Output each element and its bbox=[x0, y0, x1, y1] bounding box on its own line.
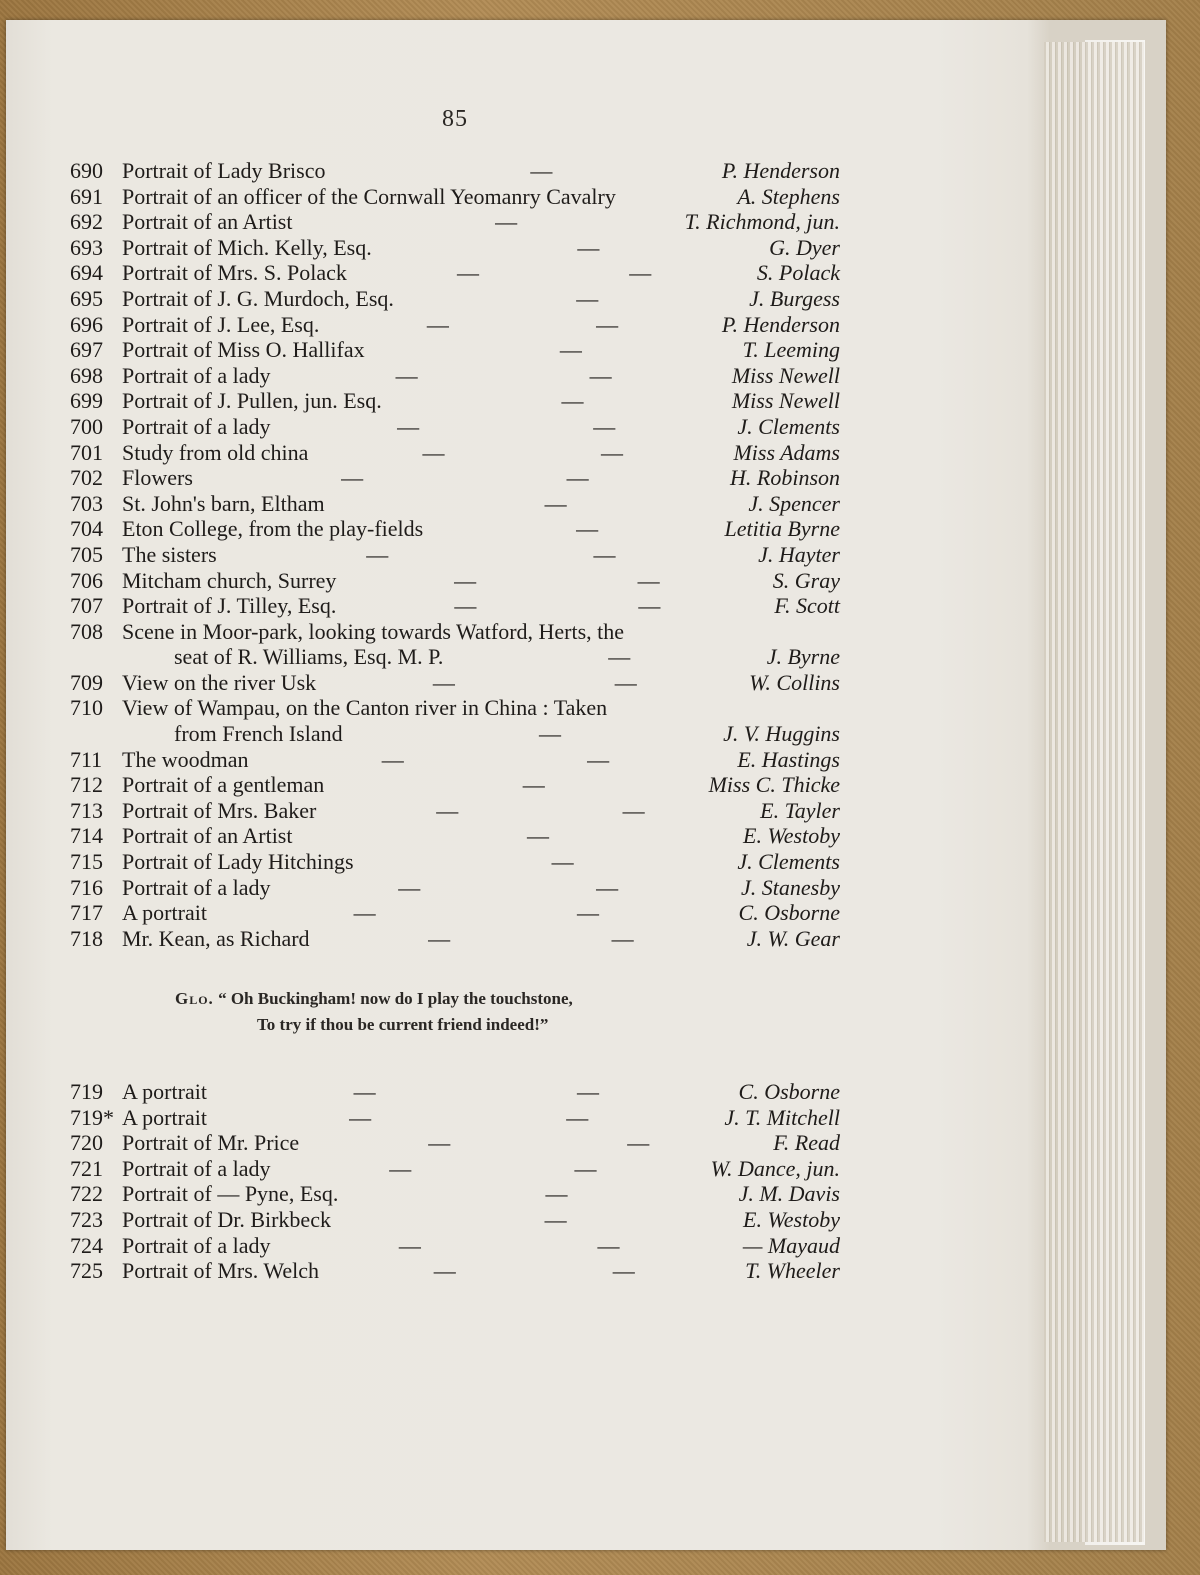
dash-separator: — bbox=[457, 260, 479, 286]
dash-separator: — bbox=[589, 362, 612, 388]
catalog-entry bbox=[70, 414, 840, 440]
catalog-entry bbox=[70, 1258, 840, 1284]
entry-artist: Letitia Byrne bbox=[724, 516, 840, 542]
entry-artist: P. Henderson bbox=[721, 311, 840, 337]
dash-separator: — bbox=[398, 874, 421, 900]
dash-separator: — bbox=[426, 311, 449, 337]
catalog-entry bbox=[70, 695, 840, 721]
entry-number: 696 bbox=[70, 311, 103, 337]
dash-separator: — bbox=[637, 567, 660, 593]
entry-title: Eton College, from the play-fields bbox=[122, 516, 424, 542]
entry-title: Portrait of an Artist bbox=[122, 209, 293, 235]
entry-title: Portrait of an Artist bbox=[122, 823, 293, 849]
entry-title: Portrait of a lady bbox=[122, 413, 271, 439]
dash-separator: — bbox=[381, 746, 404, 772]
catalog-entry bbox=[70, 1156, 840, 1182]
entry-title: Portrait of Mrs. Welch bbox=[122, 1258, 320, 1284]
dash-separator: — bbox=[544, 490, 567, 516]
catalog-entry bbox=[70, 875, 840, 901]
entry-artist: S. Polack bbox=[756, 260, 840, 286]
entry-number: 713 bbox=[70, 797, 103, 823]
dash-separator: — bbox=[353, 1079, 376, 1104]
entry-artist: H. Robinson bbox=[730, 465, 840, 491]
catalog-entry bbox=[70, 363, 840, 389]
catalog-entry bbox=[70, 772, 840, 798]
entry-title: Portrait of Lady Hitchings bbox=[122, 849, 354, 875]
entry-title: Portrait of a lady bbox=[122, 1155, 271, 1181]
quote-line-2: To try if thou be current friend indeed!” bbox=[257, 1015, 549, 1034]
catalog-entry bbox=[70, 747, 840, 773]
catalog-entry bbox=[70, 516, 840, 542]
entry-artist: A. Stephens bbox=[737, 183, 840, 209]
entry-title: seat of R. Williams, Esq. M. P. bbox=[174, 644, 444, 670]
entry-title: Portrait of J. Pullen, jun. Esq. bbox=[122, 388, 382, 414]
entry-artist: Miss Adams bbox=[733, 439, 840, 465]
entry-number: 698 bbox=[70, 362, 103, 388]
entry-artist: T. Wheeler bbox=[745, 1258, 840, 1284]
dash-separator: — bbox=[539, 721, 561, 747]
dash-separator: — bbox=[608, 644, 631, 670]
dash-separator: — bbox=[349, 1104, 372, 1130]
entry-number: 723 bbox=[70, 1206, 103, 1232]
quote-speaker: Glo. bbox=[175, 989, 214, 1008]
catalog-entry bbox=[70, 619, 840, 645]
dash-separator: — bbox=[601, 439, 623, 465]
entry-number: 721 bbox=[70, 1155, 103, 1181]
entry-title: Portrait of J. Lee, Esq. bbox=[122, 311, 320, 337]
dash-separator: — bbox=[576, 516, 599, 542]
entry-number: 719* bbox=[70, 1104, 114, 1130]
entry-title: Portrait of Mrs. Baker bbox=[122, 797, 317, 823]
dash-separator: — bbox=[551, 849, 574, 875]
dash-separator: — bbox=[433, 1258, 456, 1284]
entry-number: 703 bbox=[70, 490, 103, 516]
catalog-entry bbox=[70, 260, 840, 286]
entry-artist: W. Dance, jun. bbox=[710, 1155, 840, 1181]
entry-artist: J. T. Mitchell bbox=[724, 1104, 840, 1130]
dash-separator: — bbox=[530, 158, 553, 183]
entry-number: 715 bbox=[70, 849, 103, 875]
entry-artist: J. Byrne bbox=[766, 644, 840, 670]
entry-title: Mr. Kean, as Richard bbox=[122, 925, 310, 951]
dash-separator: — bbox=[422, 439, 445, 465]
catalog-entry bbox=[70, 388, 840, 414]
entry-number: 712 bbox=[70, 772, 103, 798]
dash-separator: — bbox=[353, 900, 376, 926]
catalog-entry bbox=[70, 644, 840, 670]
entry-title: Mitcham church, Surrey bbox=[122, 567, 337, 593]
catalog-entry bbox=[70, 1130, 840, 1156]
entry-title: Portrait of J. Tilley, Esq. bbox=[122, 593, 337, 619]
entry-artist: Miss Newell bbox=[731, 388, 840, 414]
dash-separator: — bbox=[612, 1258, 635, 1284]
entry-number: 710 bbox=[70, 695, 103, 721]
entry-title: The woodman bbox=[122, 746, 249, 772]
entry-title: Portrait of a lady bbox=[122, 874, 271, 900]
dash-separator: — bbox=[587, 746, 610, 772]
entry-artist: E. Westoby bbox=[743, 1206, 840, 1232]
dash-separator: — bbox=[398, 1232, 421, 1258]
entry-number: 714 bbox=[70, 823, 103, 849]
entry-artist: J. Clements bbox=[737, 413, 840, 439]
entry-title: View on the river Usk bbox=[122, 669, 317, 695]
catalog-entry bbox=[70, 1079, 840, 1105]
dash-separator: — bbox=[627, 1130, 650, 1156]
entry-artist: F. Scott bbox=[774, 593, 840, 619]
entry-artist: J. Burgess bbox=[749, 285, 840, 311]
entry-number: 708 bbox=[70, 618, 103, 644]
entry-number: 702 bbox=[70, 465, 103, 491]
entry-artist: T. Leeming bbox=[742, 337, 840, 363]
dash-separator: — bbox=[428, 925, 451, 951]
entry-title: Scene in Moor-park, looking towards Watford, Herts, the bbox=[122, 618, 625, 644]
catalog-entry bbox=[70, 670, 840, 696]
dash-separator: — bbox=[495, 209, 518, 235]
entry-artist: J. M. Davis bbox=[738, 1181, 840, 1207]
catalog-entry bbox=[70, 1207, 840, 1233]
entry-number: 724 bbox=[70, 1232, 103, 1258]
entry-artist: T. Richmond, jun. bbox=[684, 209, 840, 235]
entry-artist: S. Gray bbox=[772, 567, 840, 593]
entry-number: 716 bbox=[70, 874, 103, 900]
entry-number: 701 bbox=[70, 439, 103, 465]
dash-separator: — bbox=[614, 669, 637, 695]
entry-title: A portrait bbox=[122, 1079, 207, 1104]
catalog-entry bbox=[70, 568, 840, 594]
dash-separator: — bbox=[577, 234, 600, 260]
dash-separator: — bbox=[577, 1079, 600, 1104]
dash-separator: — bbox=[629, 260, 652, 286]
entry-number: 709 bbox=[70, 669, 103, 695]
entry-artist: J. Clements bbox=[737, 849, 840, 875]
entry-title: A portrait bbox=[122, 1104, 207, 1130]
catalog-entry bbox=[70, 798, 840, 824]
entry-number: 717 bbox=[70, 900, 103, 926]
dash-separator: — bbox=[397, 413, 420, 439]
catalog-entry bbox=[70, 158, 840, 184]
dash-separator: — bbox=[622, 797, 645, 823]
dash-separator: — bbox=[596, 874, 619, 900]
catalog-entry bbox=[70, 491, 840, 517]
dash-separator: — bbox=[428, 1130, 451, 1156]
page-number: 85 bbox=[442, 106, 468, 132]
entry-number: 706 bbox=[70, 567, 103, 593]
quotation bbox=[175, 986, 655, 1038]
dash-separator: — bbox=[454, 567, 477, 593]
entry-number: 695 bbox=[70, 285, 103, 311]
dash-separator: — bbox=[559, 337, 582, 363]
entry-title: St. John's barn, Eltham bbox=[122, 490, 325, 516]
entry-artist: E. Westoby bbox=[743, 823, 840, 849]
entry-artist: J. W. Gear bbox=[746, 925, 840, 951]
entry-number: 693 bbox=[70, 234, 103, 260]
dash-separator: — bbox=[389, 1155, 412, 1181]
entry-title: Portrait of J. G. Murdoch, Esq. bbox=[122, 285, 394, 311]
catalog-entry bbox=[70, 1105, 840, 1131]
entry-number: 722 bbox=[70, 1181, 103, 1207]
dash-separator: — bbox=[596, 311, 619, 337]
entry-title: Portrait of Dr. Birkbeck bbox=[122, 1206, 331, 1232]
dash-separator: — bbox=[566, 465, 589, 491]
entry-number: 694 bbox=[70, 260, 103, 286]
entry-number: 704 bbox=[70, 516, 103, 542]
catalog-entry bbox=[70, 593, 840, 619]
entry-artist: J. Spencer bbox=[748, 490, 840, 516]
entry-title: Study from old china bbox=[122, 439, 309, 465]
entry-title: A portrait bbox=[122, 900, 207, 926]
entry-title: Portrait of a lady bbox=[122, 1232, 271, 1258]
dash-separator: — bbox=[545, 1181, 568, 1207]
dash-separator: — bbox=[638, 593, 661, 619]
entry-title: Portrait of Lady Brisco bbox=[122, 158, 326, 183]
entry-artist: — Mayaud bbox=[742, 1232, 840, 1258]
catalog-entry bbox=[70, 286, 840, 312]
entry-artist: E. Tayler bbox=[760, 797, 840, 823]
catalog-entry bbox=[70, 440, 840, 466]
dash-separator: — bbox=[454, 593, 477, 619]
dash-separator: — bbox=[432, 669, 455, 695]
entry-number: 690 bbox=[70, 158, 103, 183]
dash-separator: — bbox=[395, 362, 418, 388]
catalog-entry bbox=[70, 721, 840, 747]
entry-number: 707 bbox=[70, 593, 103, 619]
dash-separator: — bbox=[576, 285, 599, 311]
catalog-entry bbox=[70, 849, 840, 875]
dash-separator: — bbox=[593, 541, 616, 567]
entry-artist: Miss Newell bbox=[731, 362, 840, 388]
entry-artist: F. Read bbox=[773, 1130, 840, 1156]
dash-separator: — bbox=[574, 1155, 597, 1181]
catalog-entry bbox=[70, 235, 840, 261]
entry-number: 691 bbox=[70, 183, 103, 209]
dash-separator: — bbox=[561, 388, 584, 414]
entry-artist: J. V. Huggins bbox=[723, 721, 840, 747]
entry-artist: G. Dyer bbox=[769, 234, 840, 260]
entry-title: Portrait of Miss O. Hallifax bbox=[122, 337, 365, 363]
entry-number: 719 bbox=[70, 1079, 103, 1104]
entry-number: 718 bbox=[70, 925, 103, 951]
catalog-entry bbox=[70, 1181, 840, 1207]
entry-title: Portrait of Mich. Kelly, Esq. bbox=[122, 234, 372, 260]
entry-number: 692 bbox=[70, 209, 103, 235]
catalog-entry bbox=[70, 184, 840, 210]
entry-number: 720 bbox=[70, 1130, 103, 1156]
entry-number: 705 bbox=[70, 541, 103, 567]
entry-artist: J. Stanesby bbox=[741, 874, 840, 900]
entry-title: from French Island bbox=[174, 721, 343, 747]
entry-title: Portrait of Mrs. S. Polack bbox=[122, 260, 347, 286]
entry-artist: C. Osborne bbox=[738, 900, 840, 926]
entry-title: Portrait of Mr. Price bbox=[122, 1130, 300, 1156]
entry-artist: J. Hayter bbox=[758, 541, 840, 567]
dash-separator: — bbox=[597, 1232, 620, 1258]
entry-title: Portrait of — Pyne, Esq. bbox=[122, 1181, 339, 1207]
dash-separator: — bbox=[566, 1104, 589, 1130]
dash-separator: — bbox=[593, 413, 616, 439]
dash-separator: — bbox=[341, 465, 364, 491]
dash-separator: — bbox=[522, 772, 545, 798]
entry-artist: C. Osborne bbox=[738, 1079, 840, 1104]
entry-number: 697 bbox=[70, 337, 103, 363]
quote-text-1: “ Oh Buckingham! now do I play the touchstone, bbox=[218, 989, 573, 1008]
entry-number: 699 bbox=[70, 388, 103, 414]
dash-separator: — bbox=[366, 541, 389, 567]
entry-title: Portrait of a lady bbox=[122, 362, 271, 388]
dash-separator: — bbox=[544, 1206, 567, 1232]
catalog-entry bbox=[70, 337, 840, 363]
entry-artist: W. Collins bbox=[749, 669, 840, 695]
dash-separator: — bbox=[611, 925, 634, 951]
entry-number: 725 bbox=[70, 1258, 103, 1284]
entry-artist: E. Hastings bbox=[737, 746, 840, 772]
entry-title: Flowers bbox=[122, 465, 193, 491]
entry-title: Portrait of an officer of the Cornwall Yeomanry Cavalry bbox=[122, 183, 616, 209]
entry-title: View of Wampau, on the Canton river in China : Taken bbox=[122, 695, 608, 721]
dash-separator: — bbox=[436, 797, 459, 823]
entry-title: The sisters bbox=[122, 541, 217, 567]
dash-separator: — bbox=[527, 823, 550, 849]
catalog-entry bbox=[70, 209, 840, 235]
catalog-entry bbox=[70, 926, 840, 952]
catalog-entry bbox=[70, 823, 840, 849]
page-edges bbox=[1044, 42, 1144, 1542]
quote-line-1 bbox=[175, 986, 655, 1012]
catalog-entry bbox=[70, 900, 840, 926]
catalog-entry bbox=[70, 1233, 840, 1259]
catalog-list-a bbox=[70, 158, 840, 951]
entry-title: Portrait of a gentleman bbox=[122, 772, 325, 798]
entry-number: 700 bbox=[70, 413, 103, 439]
entry-number: 711 bbox=[70, 746, 103, 772]
catalog-list-b bbox=[70, 1079, 840, 1284]
dash-separator: — bbox=[577, 900, 600, 926]
catalog-entry bbox=[70, 312, 840, 338]
entry-artist: P. Henderson bbox=[721, 158, 840, 183]
catalog-entry bbox=[70, 542, 840, 568]
entry-artist: Miss C. Thicke bbox=[708, 772, 840, 798]
catalog-entry bbox=[70, 465, 840, 491]
